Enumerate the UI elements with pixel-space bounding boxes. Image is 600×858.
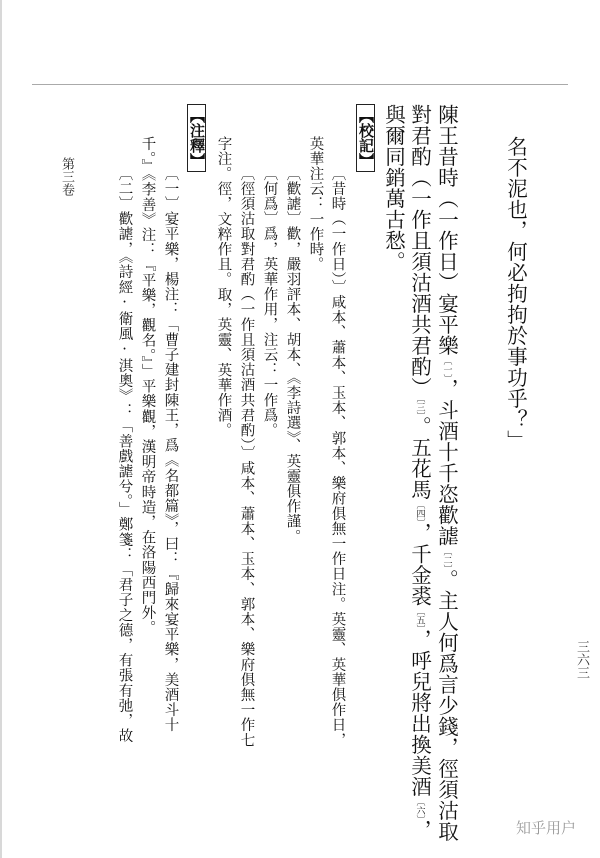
poem-line-2-e: ，	[407, 819, 432, 841]
poem-line-2	[409, 104, 430, 841]
poem-line-2-b: 。五花馬	[407, 416, 432, 500]
watermark: 知乎用户	[515, 819, 576, 837]
zhushi-line-3: 〔二〕歡謔，《詩經·衛風·淇奧》：「善戲謔兮。」鄭箋：「君子之德，有張有弛，故	[116, 166, 133, 744]
zhushi-heading: 【注釋】	[187, 104, 206, 172]
jiaoji-line-1: 〔昔時（一作日）〕咸本、蕭本、玉本、郭本、樂府俱無一作日注。英靈、英華俱作日，	[329, 166, 346, 748]
poem-line-1-b: ，斗酒十千恣歡謔	[434, 378, 459, 547]
poem-line-2-c: ，千金裘	[407, 522, 432, 607]
footnote-mark-3: 〔三〕	[414, 398, 425, 416]
poem-line-1-a: 陳王昔時（一作日）宴平樂	[434, 104, 459, 356]
poem-line-3: 與爾同銷萬古愁。	[381, 104, 406, 272]
top-rule	[32, 84, 568, 85]
jiaoji-line-6: 字注。徑，文粹作且。取，英靈、英華作酒。	[215, 136, 232, 438]
jiaoji-heading: 【校記】	[356, 104, 375, 172]
poem-line-1-c: 。主人何爲言少錢，徑須沽取	[434, 569, 459, 842]
footnote-mark-4: 〔四〕	[414, 500, 425, 523]
top-continuation-line: 名不泥也，何必拘拘於事功乎？」	[503, 136, 528, 451]
footnote-mark-5: 〔五〕	[414, 606, 425, 629]
footnote-mark-2: 〔二〕	[441, 546, 452, 569]
juan-label: 第三卷	[59, 157, 74, 196]
poem-line-2-d: ，呼兒將出換美酒	[407, 629, 432, 797]
zhushi-line-2: 千。』《李善》注：『平樂，觀名。』」平樂觀，漢明帝時造，在洛陽西門外。	[139, 136, 156, 636]
footnote-mark-6: 〔六〕	[414, 797, 425, 820]
footnote-mark-1: 〔一〕	[441, 356, 452, 379]
poem-line-2-a: 對君酌（一作且須沽酒共君酌）	[407, 104, 432, 398]
jiaoji-line-3: 〔歡謔〕歡，嚴羽評本、胡本、《李詩選》、英靈俱作謹。	[284, 166, 301, 545]
poem-line-1	[436, 104, 457, 842]
jiaoji-line-4: 〔何爲〕爲，英華作用，注云：一作爲。	[261, 166, 278, 438]
zhushi-line-1: 〔一〕宴平樂，楊注：「曹子建封陳王，爲《名都篇》，曰：『歸來宴平樂，美酒斗十	[162, 166, 179, 733]
page-number: 三六三	[574, 640, 589, 679]
jiaoji-line-2: 英華注云：一作時。	[307, 136, 324, 272]
page-edge-shadow	[0, 0, 2, 858]
jiaoji-line-5: 〔徑須沽取對君酌（一作且須沽酒共君酌）〕咸本、蕭本、玉本、郭本、樂府俱無一作七	[238, 166, 255, 748]
